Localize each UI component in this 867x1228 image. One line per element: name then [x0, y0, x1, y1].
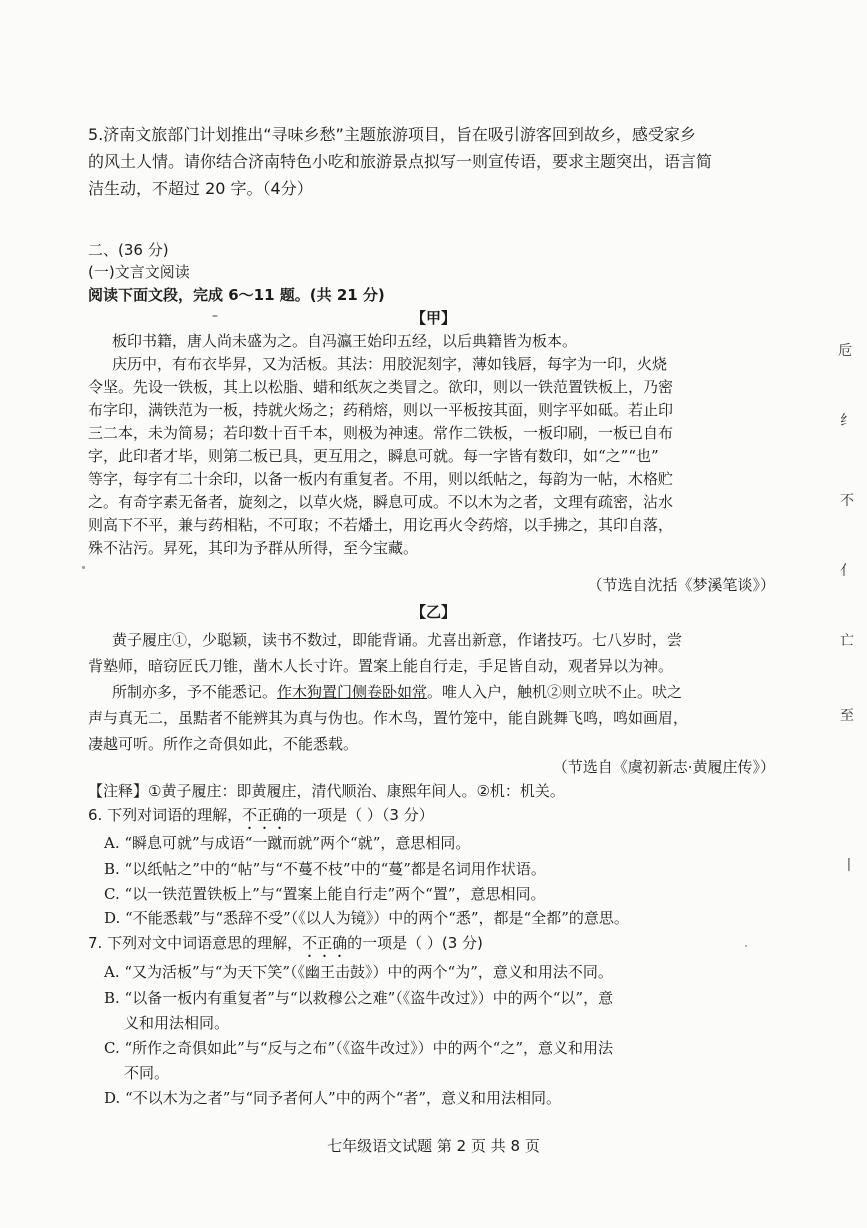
margin-char-3: 不	[840, 493, 854, 509]
q6-option-a: A. “瞬息可就”与成语“一蹴而就”两个“就”，意思相同。	[104, 834, 471, 852]
yi-line-2: 背塾师，暗窃匠氏刀锥，凿木人长寸许。置案上能自行走，手足皆自动，观者异以为神。	[88, 657, 674, 675]
margin-char-6: 至	[840, 708, 854, 724]
margin-char-4: 亻	[840, 563, 854, 579]
jia-line-6: 字，此印者才毕，则第二板已具，更互用之，瞬息可就。每一字皆有数印，如“之”“也”	[88, 447, 659, 465]
margin-char-1: 卮	[838, 343, 852, 359]
yi-underlined-sentence: 作木狗置门侧卷卧如常	[277, 683, 428, 701]
jia-line-1: 板印书籍，唐人尚未盛为之。自冯瀛王始印五经，以后典籍皆为板本。	[112, 332, 578, 350]
q7-option-c-line-2: 不同。	[124, 1064, 170, 1082]
q7-option-a: A. “又为活板”与“为天下笑”（《幽王击鼓》）中的两个“为”，意义和用法不同。	[104, 963, 613, 981]
q5-line-1: 5.济南文旅部门计划推出“寻味乡愁”主题旅游项目，旨在吸引游客回到故乡，感受家乡	[88, 125, 696, 144]
jia-line-5: 三二本，未为简易；若印数十百千本，则极为神速。常作二铁板，一板印刷，一板已自布	[88, 424, 674, 442]
jia-line-4: 布字印，满铁范为一板，持就火炀之；药稍熔，则以一平板按其面，则字平如砥。若止印	[88, 401, 674, 419]
margin-char-7: 丨	[842, 858, 856, 874]
q6-option-c: C. “以一铁范置铁板上”与“置案上能自行走”两个“置”，意思相同。	[104, 885, 546, 903]
q7-stem-b: 的一项是（ ）(3 分)	[347, 934, 483, 952]
yi-line-1: 黄子履庄①，少聪颖，读书不数过，即能背诵。尤喜出新意，作诸技巧。七八岁时，尝	[112, 631, 683, 649]
q7-stem-emphasis: 不正确	[302, 934, 348, 952]
passage-yi-heading: 【乙】	[410, 603, 456, 621]
scan-speck	[82, 566, 85, 569]
q7-stem-a: 7. 下列对文中词语意思的理解，	[88, 934, 303, 952]
section-subtitle: (一)文言文阅读	[88, 263, 190, 281]
q7-option-c-line-1: C. “所作之奇俱如此”与“反与之布”（《盗牛改过》）中的两个“之”，意义和用法	[104, 1039, 613, 1057]
scan-speck	[745, 945, 747, 947]
yi-line-4: 声与真无二，虽黠者不能辨其为真与伪也。作木鸟，置竹笼中，能自跳舞飞鸣，鸣如画眉，	[88, 709, 689, 727]
yi-source: （节选自《虞初新志·黄履庄传》）	[552, 758, 775, 776]
jia-line-7: 等字，每字有二十余印，以备一板内有重复者。不用，则以纸帖之，每韵为一帖，木格贮	[88, 470, 674, 488]
q6-stem-a: 6. 下列对词语的理解，	[88, 806, 243, 824]
margin-char-2: 纟	[840, 413, 854, 429]
yi-line-3	[112, 682, 682, 702]
jia-source: （节选自沈括《梦溪笔谈》）	[587, 576, 775, 594]
passage-jia-heading: 【甲】	[410, 309, 456, 327]
q6-option-d: D. “不能悉载”与“悉辞不受”（《以人为镜》）中的两个“悉”，都是“全都”的意思。	[104, 909, 629, 927]
q5-line-3: 洁生动，不超过 20 字。（4分）	[88, 179, 313, 198]
yi-line-3-part-a: 所制亦多，予不能悉记。	[112, 683, 278, 701]
section-title: 二、(36 分)	[88, 241, 169, 259]
page-footer: 七年级语文试题 第 2 页 共 8 页	[327, 1137, 540, 1155]
q6-stem	[88, 805, 434, 833]
yi-line-5: 凄越可听。所作之奇俱如此，不能悉载。	[88, 735, 359, 753]
q7-option-d: D. “不以木为之者”与“同予者何人”中的两个“者”，意义和用法相同。	[104, 1089, 562, 1107]
margin-char-5: 亡	[840, 633, 854, 649]
q7-stem	[88, 933, 483, 961]
jia-line-9: 则高下不平，兼与药相粘，不可取；不若燔土，用讫再火令药熔，以手拂之，其印自落，	[88, 516, 674, 534]
jia-line-10: 殊不沾污。昇死，其印为予群从所得，至今宝藏。	[88, 539, 419, 557]
q6-stem-b: 的一项是（ ）（3 分）	[287, 806, 434, 824]
jia-line-3: 令坚。先设一铁板，其上以松脂、蜡和纸灰之类冒之。欲印，则以一铁范置铁板上，乃密	[88, 378, 674, 396]
yi-line-3-part-b: 。唯人入户，触机②则立吠不止。吠之	[427, 683, 683, 701]
annotation-note: 【注释】①黄子履庄：即黄履庄，清代顺治、康熙年间人。②机：机关。	[88, 782, 565, 800]
jia-line-2: 庆历中，有布衣毕昇，又为活板。其法：用胶泥刻字，薄如钱唇，每字为一印，火烧	[112, 355, 668, 373]
jia-line-8: 之。有奇字素无备者，旋刻之，以草火烧，瞬息可成。不以木为之者，文理有疏密，沾水	[88, 493, 674, 511]
scan-speck	[212, 315, 218, 317]
q6-option-b: B. “以纸帖之”中的“帖”与“不蔓不枝”中的“蔓”都是名词用作状语。	[104, 860, 546, 878]
q7-option-b-line-2: 义和用法相同。	[124, 1014, 230, 1032]
q7-option-b-line-1: B. “以备一板内有重复者”与“以救穆公之难”（《盗牛改过》）中的两个“以”，意	[104, 989, 614, 1007]
section-instruction: 阅读下面文段，完成 6～11 题。(共 21 分)	[88, 286, 385, 304]
q5-line-2: 的风土人情。请你结合济南特色小吃和旅游景点拟写一则宣传语，要求主题突出，语言简	[88, 152, 713, 171]
q6-stem-emphasis: 不正确	[242, 806, 288, 824]
